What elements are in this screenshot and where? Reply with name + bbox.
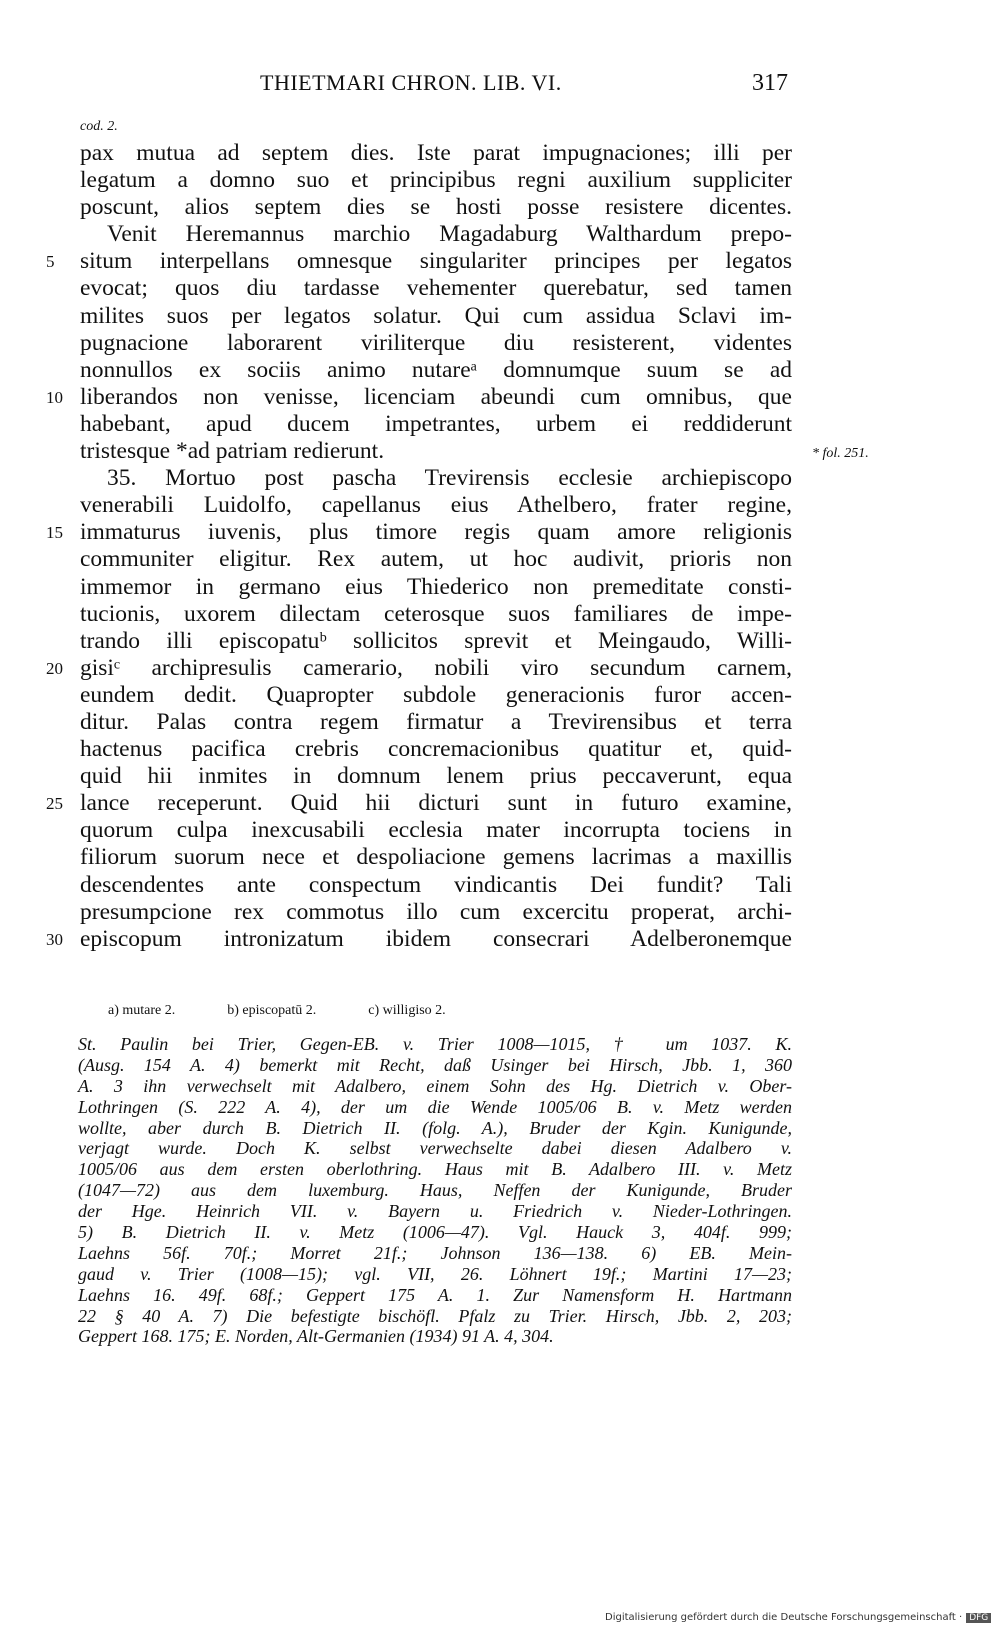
note-line <box>0 1034 1000 1055</box>
line-text: filiorum suorum nece et despoliacione gemens lacrimas a maxillis <box>80 844 792 871</box>
text-line <box>0 140 1000 167</box>
text-line <box>0 221 1000 248</box>
apparatus-entry: a) mutare 2. <box>108 1003 176 1018</box>
line-text: milites suos per legatos solatur. Qui cum assidua Sclavi im- <box>80 302 792 329</box>
note-text: A. 3 ihn verwechselt mit Adalbero, einem Sohn des Hg. Dietrich v. Ober- <box>78 1075 792 1096</box>
line-number: 25 <box>46 794 63 814</box>
text-line <box>0 899 1000 926</box>
note-line <box>0 1180 1000 1201</box>
text-line <box>0 817 1000 844</box>
page-number: 317 <box>752 70 788 96</box>
main-text <box>0 140 1000 953</box>
text-line <box>0 546 1000 573</box>
note-text: Geppert 168. 175; E. Norden, Alt-Germanien (1934) 91 A. 4, 304. <box>78 1326 554 1347</box>
text-line <box>0 275 1000 302</box>
line-text: trando illi episcopatuᵇ sollicitos sprevit et Meingaudo, Willi- <box>80 627 792 654</box>
line-text: 35. Mortuo post pascha Trevirensis ecclesie archiepiscopo <box>107 465 792 492</box>
line-text: venerabili Luidolfo, capellanus eius Athelbero, frater regine, <box>80 492 792 519</box>
line-text: presumpcione rex commotus illo cum excercitu properat, archi- <box>80 898 792 925</box>
text-line <box>0 628 1000 655</box>
note-line <box>0 1159 1000 1180</box>
line-text: liberandos non venisse, licenciam abeundi cum omnibus, que <box>80 383 792 410</box>
note-text: der Hge. Heinrich VII. v. Bayern u. Friedrich v. Nieder-Lothringen. <box>78 1201 792 1222</box>
funding-footer <box>605 1612 991 1623</box>
line-text: evocat; quos diu tardasse vehementer querebatur, sed tamen <box>80 275 792 302</box>
line-number: 10 <box>46 387 63 407</box>
line-text: hactenus pacifica crebris concremacionibus quatitur et, quid- <box>80 736 792 763</box>
note-text: 5) B. Dietrich II. v. Metz (1006—47). Vgl. Hauck 3, 404f. 999; <box>78 1222 792 1243</box>
note-line <box>0 1138 1000 1159</box>
note-line <box>0 1285 1000 1306</box>
line-text: ditur. Palas contra regem firmatur a Trevirensibus et terra <box>80 708 792 735</box>
text-line <box>0 655 1000 682</box>
text-line <box>0 465 1000 492</box>
note-line <box>0 1326 1000 1347</box>
text-line <box>0 844 1000 871</box>
line-text: gisiᶜ archipresulis camerario, nobili viro secundum carnem, <box>80 654 792 681</box>
footer-text: Digitalisierung gefördert durch die Deutsche Forschungsgemeinschaft · <box>605 1612 963 1623</box>
line-text: pax mutua ad septem dies. Iste parat impugnaciones; illi per <box>80 140 792 166</box>
note-line <box>0 1076 1000 1097</box>
line-text: Venit Heremannus marchio Magadaburg Walthardum prepo- <box>107 221 792 248</box>
text-line <box>0 872 1000 899</box>
line-number: 30 <box>46 929 63 949</box>
note-line <box>0 1306 1000 1327</box>
codex-note: cod. 2. <box>80 119 118 134</box>
note-text: gaud v. Trier (1008—15); vgl. VII, 26. Löhnert 19f.; Martini 17—23; <box>78 1263 792 1284</box>
text-line <box>0 384 1000 411</box>
line-number: 15 <box>46 523 63 543</box>
text-line <box>0 248 1000 275</box>
note-text: 1005/06 aus dem ersten oberlothring. Haus mit B. Adalbero III. v. Metz <box>78 1159 792 1180</box>
line-text: descendentes ante conspectum vindicantis Dei fundit? Tali <box>80 871 792 898</box>
note-text: (Ausg. 154 A. 4) bemerkt mit Recht, daß Usinger bei Hirsch, Jbb. 1, 360 <box>78 1054 792 1075</box>
line-text: situm interpellans omnesque singulariter principes per legatos <box>80 248 792 275</box>
folio-marker: * fol. 251. <box>812 446 869 462</box>
line-text: quid hii inmites in domnum lenem prius peccaverunt, equa <box>80 763 792 790</box>
text-line <box>0 438 1000 465</box>
text-line <box>0 411 1000 438</box>
note-text: Laehns 56f. 70f.; Morret 21f.; Johnson 136—138. 6) EB. Mein- <box>78 1242 792 1263</box>
line-text: pugnacione laborarent viriliterque diu resisterent, videntes <box>80 329 792 356</box>
note-line <box>0 1201 1000 1222</box>
note-text: Laehns 16. 49f. 68f.; Geppert 175 A. 1. Zur Namensform H. Hartmann <box>78 1284 792 1305</box>
line-text: eundem dedit. Quapropter subdole generacionis furor accen- <box>80 681 792 708</box>
note-text: (1047—72) aus dem luxemburg. Haus, Neffen der Kunigunde, Bruder <box>78 1180 792 1201</box>
line-text: nonnullos ex sociis animo nutareᵃ domnumque suum se ad <box>80 356 792 383</box>
line-text: episcopum intronizatum ibidem consecrari Adelberonemque <box>80 925 792 952</box>
critical-apparatus <box>108 1003 498 1019</box>
note-text: wollte, aber durch B. Dietrich II. (folg. A.), Bruder der Kgin. Kunigunde, <box>78 1117 792 1138</box>
line-number: 20 <box>46 658 63 678</box>
apparatus-entry: c) willigiso 2. <box>368 1003 446 1018</box>
note-line <box>0 1097 1000 1118</box>
note-line <box>0 1055 1000 1076</box>
apparatus-entry: b) episcopatū 2. <box>227 1003 317 1018</box>
text-line <box>0 194 1000 221</box>
dfg-logo: DFG <box>966 1613 991 1623</box>
line-number: 5 <box>46 252 55 272</box>
commentary-notes <box>0 1034 1000 1347</box>
text-line <box>0 709 1000 736</box>
line-text: communiter eligitur. Rex autem, ut hoc audivit, prioris non <box>80 546 792 573</box>
note-text: Lothringen (S. 222 A. 4), der um die Wende 1005/06 B. v. Metz werden <box>78 1096 792 1117</box>
note-line <box>0 1118 1000 1139</box>
note-text: 22 § 40 A. 7) Die befestigte bischöfl. Pfalz zu Trier. Hirsch, Jbb. 2, 203; <box>78 1305 792 1326</box>
text-line <box>0 519 1000 546</box>
line-text: tristesque *ad patriam redierunt. <box>80 438 385 465</box>
note-line <box>0 1243 1000 1264</box>
note-line <box>0 1264 1000 1285</box>
text-line <box>0 682 1000 709</box>
text-line <box>0 330 1000 357</box>
text-line <box>0 167 1000 194</box>
note-text: verjagt wurde. Doch K. selbst verwechselte dabei diesen Adalbero v. <box>78 1138 792 1159</box>
text-line <box>0 926 1000 953</box>
text-line <box>0 574 1000 601</box>
line-text: quorum culpa inexcusabili ecclesia mater incorrupta tociens in <box>80 817 792 844</box>
text-line <box>0 763 1000 790</box>
line-text: habebant, apud ducem impetrantes, urbem ei reddiderunt <box>80 410 792 437</box>
text-line <box>0 303 1000 330</box>
line-text: immaturus iuvenis, plus timore regis quam amore religionis <box>80 519 792 546</box>
text-line <box>0 736 1000 763</box>
text-line <box>0 790 1000 817</box>
text-line <box>0 492 1000 519</box>
line-text: poscunt, alios septem dies se hosti posse resistere dicentes. <box>80 194 792 221</box>
note-text: St. Paulin bei Trier, Gegen-EB. v. Trier 1008—1015, † um 1037. K. <box>78 1034 792 1054</box>
line-text: tucionis, uxorem dilectam ceterosque suos familiares de impe- <box>80 600 792 627</box>
running-title: THIETMARI CHRON. LIB. VI. <box>260 70 562 95</box>
line-text: legatum a domno suo et principibus regni auxilium suppliciter <box>80 167 792 194</box>
line-text: immemor in germano eius Thiederico non premeditate consti- <box>80 573 792 600</box>
text-line <box>0 357 1000 384</box>
text-line <box>0 601 1000 628</box>
line-text: lance receperunt. Quid hii dicturi sunt in futuro examine, <box>80 790 792 817</box>
note-line <box>0 1222 1000 1243</box>
